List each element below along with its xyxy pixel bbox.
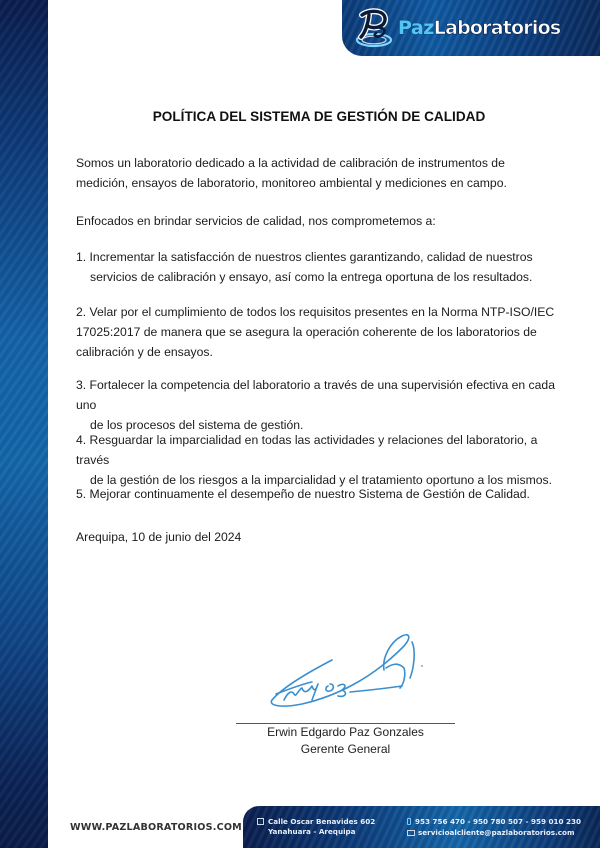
commitment-item-2-text: 2. Velar por el cumplimiento de todos los requisitos presentes en la Norma NTP-ISO/IEC 17025:2017 de manera que se asegura la operación coherente de los laboratorios de calibración y de ensayos. bbox=[76, 305, 555, 359]
commitment-item-1 bbox=[76, 247, 556, 287]
commitment-item-4 bbox=[76, 430, 556, 490]
commitment-item-3-continuation: de los procesos del sistema de gestión. bbox=[90, 418, 304, 432]
address-line-2: Yanahuara - Arequipa bbox=[268, 827, 356, 836]
address-block bbox=[257, 817, 375, 837]
phones-row bbox=[407, 816, 581, 827]
phone-icon bbox=[407, 818, 411, 825]
website-link[interactable]: WWW.PAZLABORATORIOS.COM bbox=[70, 822, 242, 833]
commitment-item-3 bbox=[76, 375, 556, 435]
brand-name-laboratorios: Laboratorios bbox=[433, 17, 561, 39]
commitment-lead: Enfocados en brindar servicios de calidad, nos comprometemos a: bbox=[76, 214, 436, 228]
footer-banner bbox=[243, 806, 600, 848]
left-decorative-band bbox=[0, 0, 48, 848]
handwritten-signature-icon bbox=[262, 628, 452, 714]
email-row bbox=[407, 827, 581, 838]
commitment-item-1-line1: 1. Incrementar la satisfacción de nuestros clientes garantizando, calidad de nuestros bbox=[76, 250, 533, 264]
document-title: POLÍTICA DEL SISTEMA DE GESTIÓN DE CALIDAD bbox=[152, 109, 486, 124]
commitment-item-2 bbox=[76, 302, 556, 362]
contact-block bbox=[407, 816, 581, 838]
commitment-item-1-continuation: servicios de calibración y ensayo, así como la entrega oportuna de los resultados. bbox=[90, 270, 533, 284]
pl-monogram-icon bbox=[352, 6, 396, 50]
commitment-item-3-line1: 3. Fortalecer la competencia del laboratorio a través de una supervisión efectiva en cada uno bbox=[76, 378, 555, 412]
commitment-item-5 bbox=[76, 484, 556, 504]
commitment-item-4-continuation: de la gestión de los riesgos a la imparcialidad y el tratamiento oportuno a los mismos. bbox=[90, 473, 553, 487]
signatory-role: Gerente General bbox=[300, 742, 391, 756]
brand-name-paz: Paz bbox=[398, 17, 434, 39]
commitment-item-5-text: 5. Mejorar continuamente el desempeño de nuestro Sistema de Gestión de Calidad. bbox=[76, 487, 530, 501]
header-banner bbox=[342, 0, 600, 56]
signatory-name: Erwin Edgardo Paz Gonzales bbox=[267, 725, 424, 739]
phone-numbers: 953 756 470 - 950 780 507 - 959 010 230 bbox=[415, 817, 582, 826]
email-link[interactable]: servicioalcliente@pazlaboratorios.com bbox=[418, 828, 575, 837]
intro-paragraph: Somos un laboratorio dedicado a la actividad de calibración de instrumentos de medición, ensayos de laboratorio, monitoreo ambiental y mediciones en campo. bbox=[76, 156, 507, 190]
brand-logo-text bbox=[398, 17, 560, 39]
email-icon bbox=[407, 830, 415, 836]
place-date: Arequipa, 10 de junio del 2024 bbox=[76, 530, 242, 544]
building-icon bbox=[257, 818, 264, 825]
commitment-item-4-line1: 4. Resguardar la imparcialidad en todas las actividades y relaciones del laboratorio, a través bbox=[76, 433, 538, 467]
address-line-1: Calle Oscar Benavides 602 bbox=[268, 817, 376, 826]
